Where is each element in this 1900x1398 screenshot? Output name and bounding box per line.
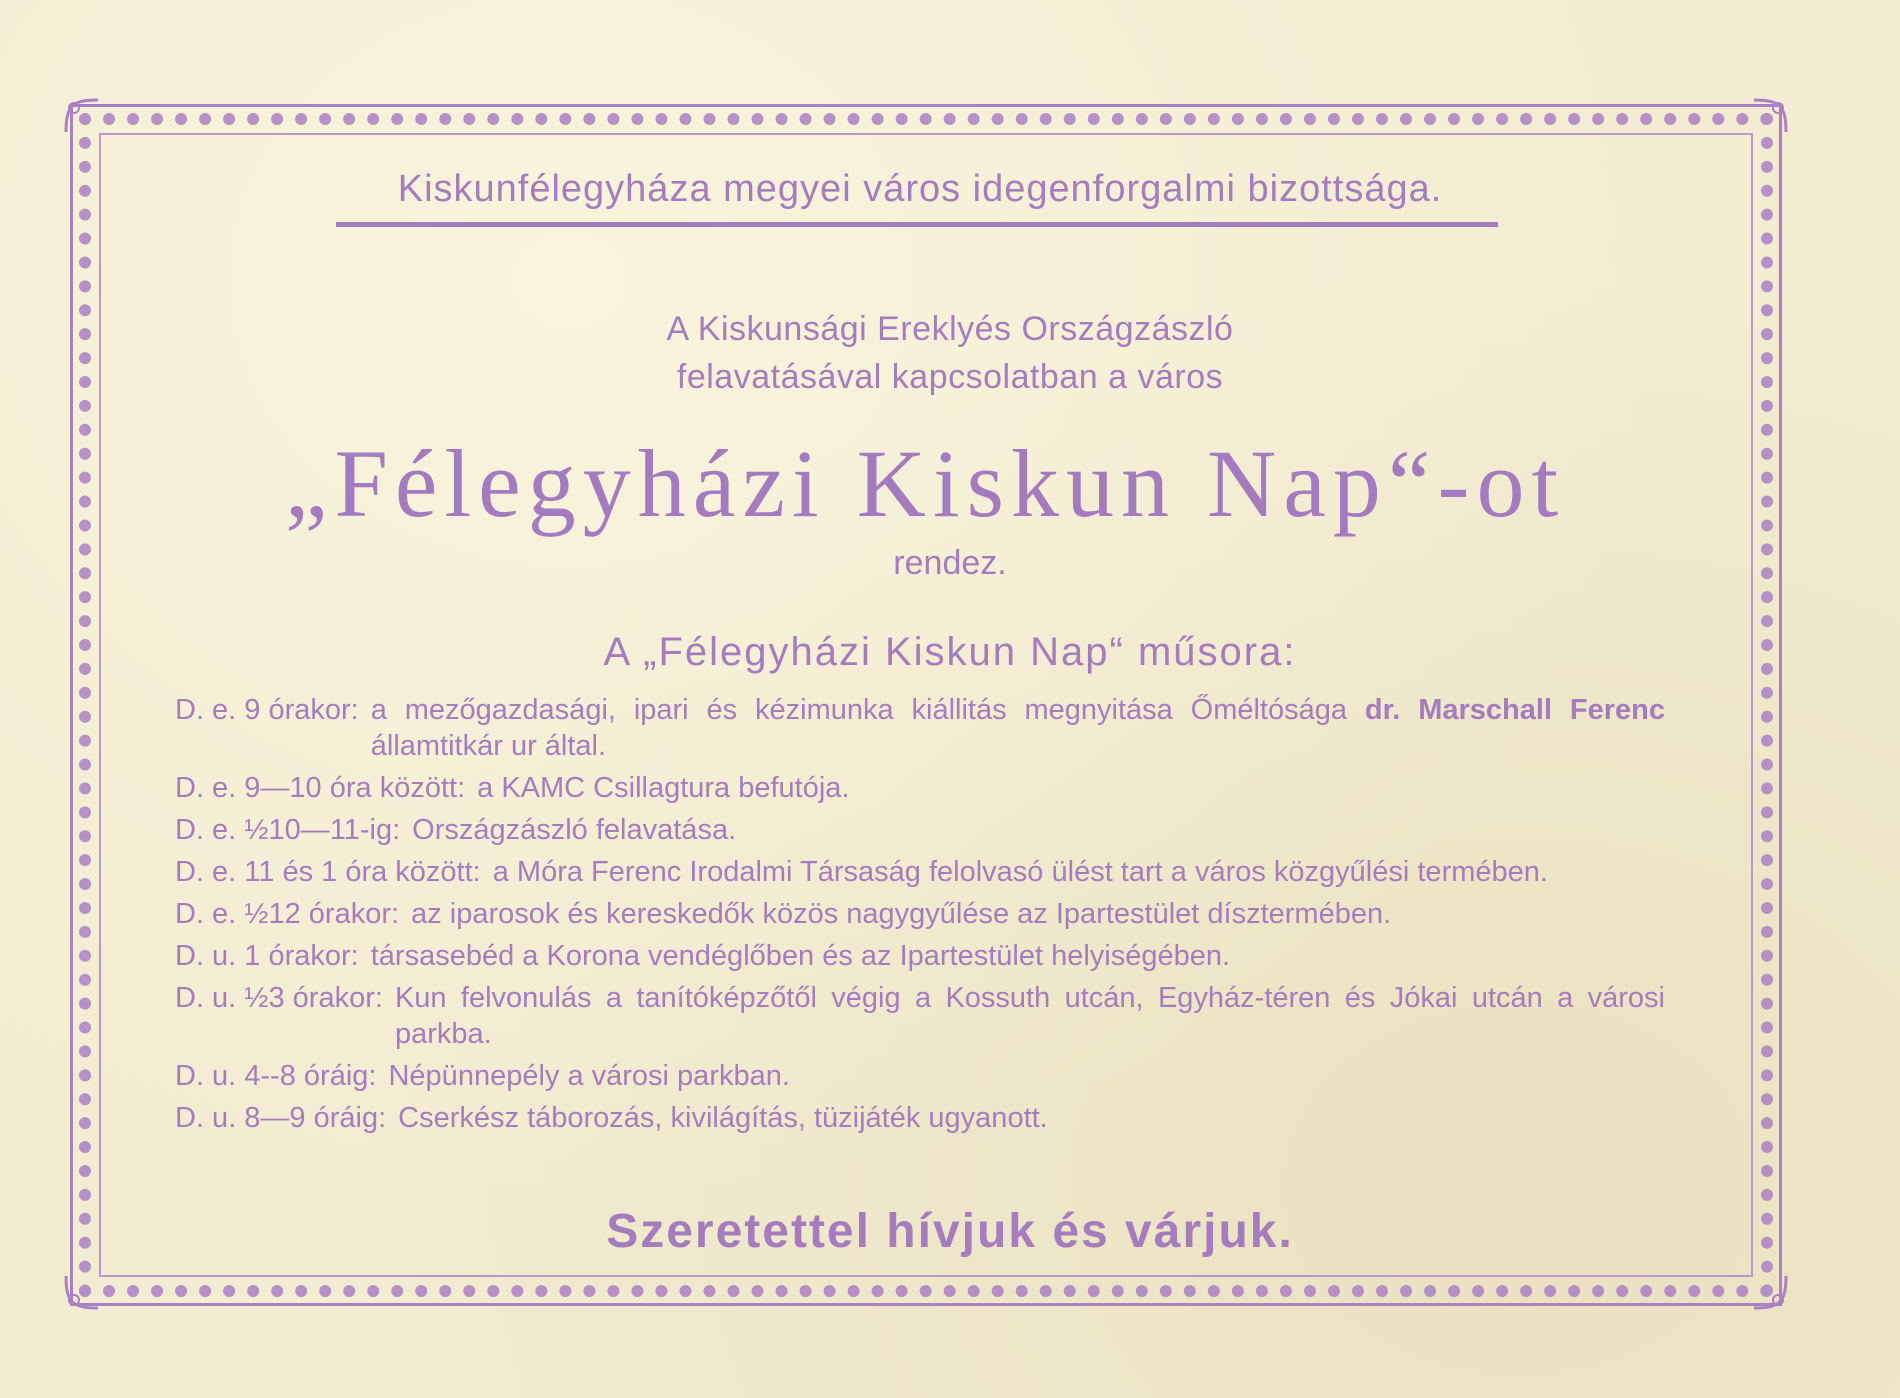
heading-underline	[336, 222, 1498, 227]
intro-line-2: felavatásával kapcsolatban a város	[676, 358, 1224, 396]
program-item-time: D. e. ½10—11-ig:	[175, 814, 401, 846]
program-item	[175, 938, 1665, 974]
program-item-time: D. e. 9 órakor:	[175, 694, 359, 726]
event-title: „Félegyházi Kiskun Nap“-ot	[284, 430, 1566, 537]
program-item-time: D. u. 8—9 óráig:	[175, 1102, 387, 1134]
program-title: A „Félegyházi Kiskun Nap“ műsora:	[603, 630, 1297, 674]
program-item-time: D. e. 9—10 óra között:	[175, 772, 466, 804]
program-item-time: D. e. 11 és 1 óra között:	[175, 856, 481, 888]
program-item	[175, 812, 1665, 848]
program-item-text	[371, 692, 1665, 764]
program-item-text: a Móra Ferenc Irodalmi Társaság felolvasó ülést tart a város közgyűlési termében.	[492, 856, 1548, 888]
program-item-text: az iparosok és kereskedők közös nagygyűlése az Ipartestület dísztermében.	[411, 898, 1392, 930]
program-item-time: D. u. 1 órakor:	[175, 940, 359, 972]
closing-invitation: Szeretettel hívjuk és várjuk.	[606, 1205, 1294, 1258]
program-item-time: D. u. ½3 órakor:	[175, 982, 383, 1014]
program-item-text: társasebéd a Korona vendéglőben és az Ipartestület helyiségében.	[370, 940, 1231, 972]
program-item-text-after: államtitkár ur által.	[370, 730, 607, 762]
program-item-text: Kun felvonulás a tanítóképzőtől végig a Kossuth utcán, Egyház-téren és Jókai utcán a városi parkba.	[394, 982, 1665, 1050]
committee-heading: Kiskunfélegyháza megyei város idegenforgalmi bizottsága.	[397, 168, 1443, 210]
program-item	[175, 980, 1665, 1052]
program-item	[175, 1100, 1665, 1136]
program-item-text: Országzászló felavatása.	[412, 814, 737, 846]
program-item	[175, 770, 1665, 806]
program-item	[175, 692, 1665, 764]
program-item	[175, 1058, 1665, 1094]
program-item-time: D. e. ½12 órakor:	[175, 898, 400, 930]
program-item-text-main: a mezőgazdasági, ipari és kézimunka kiállitás megnyitása Őméltósága	[370, 694, 1347, 726]
program-item-text: Népünnepély a városi parkban.	[388, 1060, 790, 1092]
program-item-text: a KAMC Csillagtura befutója.	[477, 772, 850, 804]
program-item-time: D. u. 4--8 óráig:	[175, 1060, 377, 1092]
program-item-name: dr. Marschall Ferenc	[1364, 694, 1665, 726]
program-item	[175, 896, 1665, 932]
program-item	[175, 854, 1665, 890]
program-list	[175, 692, 1665, 1142]
intro-line-1: A Kiskunsági Ereklyés Országzászló	[666, 310, 1234, 348]
rendez-text: rendez.	[893, 544, 1007, 582]
program-item-text: Cserkész táborozás, kivilágítás, tüzijáték ugyanott.	[398, 1102, 1048, 1134]
